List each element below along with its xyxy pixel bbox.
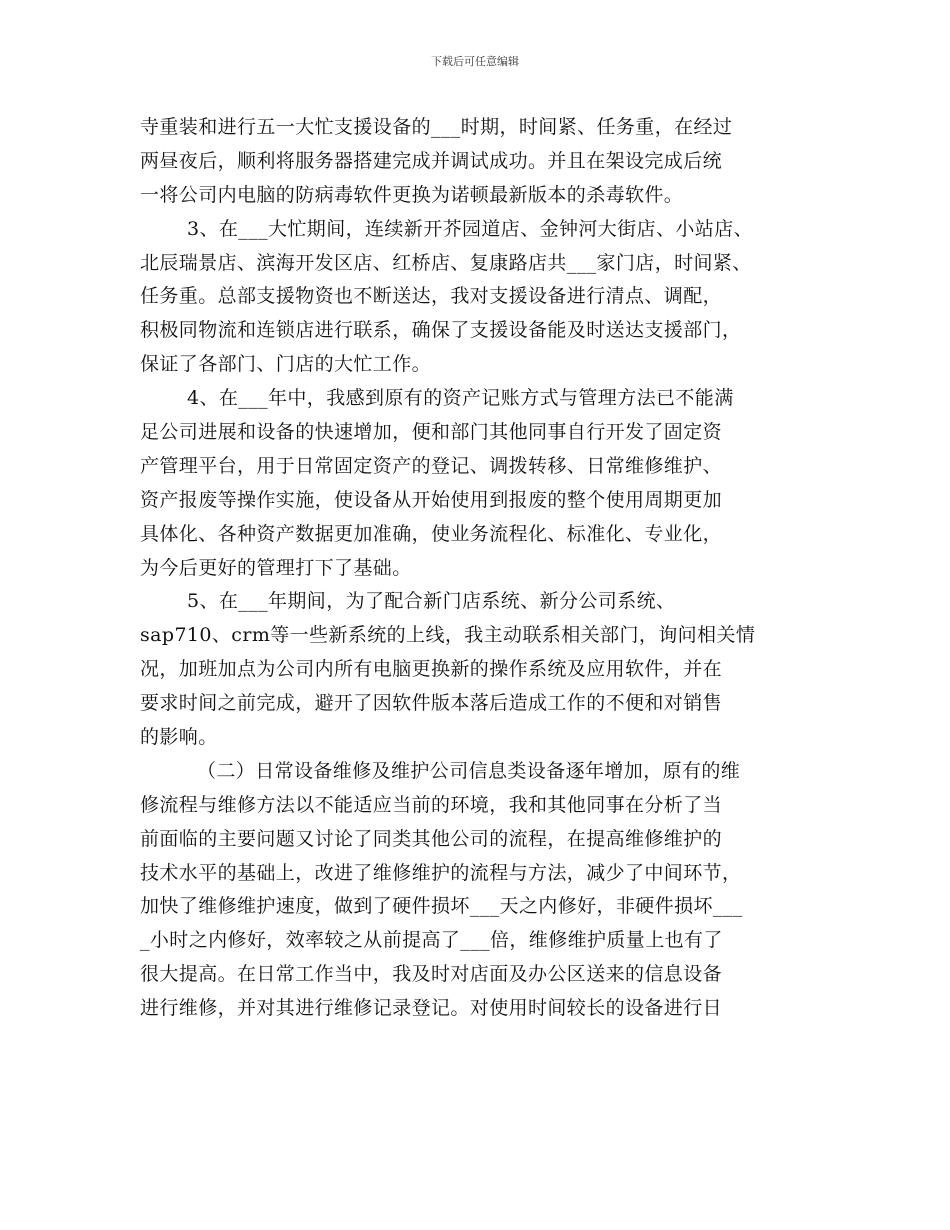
text-line: 为今后更好的管理打下了基础。 [140, 556, 412, 579]
text-line: （二）日常设备维修及维护公司信息类设备逐年增加，原有的维 [197, 759, 741, 782]
text-line: 保证了各部门、门店的大忙工作。 [140, 353, 432, 376]
text-line: 具体化、各种资产数据更加准确，使业务流程化、标准化、专业化， [140, 522, 723, 545]
text-line: 两昼夜后，顺利将服务器搭建完成并调试成功。并且在架设完成后统 [140, 149, 723, 172]
text-line: 要求时间之前完成，避开了因软件版本落后造成工作的不便和对销售 [140, 692, 723, 715]
text-line: 积极同物流和连锁店进行联系，确保了支援设备能及时送达支援部门， [140, 319, 742, 342]
page-header: 下载后可任意编辑 [431, 55, 519, 68]
text-line: 5、在___年期间，为了配合新门店系统、新分公司系统、 [187, 590, 676, 613]
text-line: 足公司进展和设备的快速增加，便和部门其他同事自行开发了固定资 [140, 421, 723, 444]
text-line: 技术水平的基础上，改进了维修维护的流程与方法，减少了中间环节， [140, 861, 742, 884]
document-body [140, 111, 830, 1026]
text-line: 的影响。 [140, 726, 218, 749]
text-line: sap710、crm等一些新系统的上线，我主动联系相关部门，询问相关情 [140, 624, 756, 647]
text-line: 况，加班加点为公司内所有电脑更换新的操作系统及应用软件，并在 [140, 658, 723, 681]
text-line: 一将公司内电脑的防病毒软件更换为诺顿最新版本的杀毒软件。 [140, 183, 684, 206]
text-line: 北辰瑞景店、滨海开发区店、红桥店、复康路店共___家门店，时间紧、 [140, 251, 752, 274]
text-line: 3、在___大忙期间，连续新开芥园道店、金钟河大街店、小站店、 [187, 217, 753, 240]
text-line: 进行维修，并对其进行维修记录登记。对使用时间较长的设备进行日 [140, 997, 723, 1020]
text-line: 前面临的主要问题又讨论了同类其他公司的流程，在提高维修维护的 [140, 827, 723, 850]
text-line: 修流程与维修方法以不能适应当前的环境，我和其他同事在分析了当 [140, 793, 723, 816]
text-line: 加快了维修维护速度，做到了硬件损坏___天之内修好，非硬件损坏___ [140, 895, 743, 918]
text-line: 4、在___年中，我感到原有的资产记账方式与管理方法已不能满 [187, 387, 734, 410]
text-line: _小时之内修好，效率较之从前提高了___倍，维修维护质量上也有了 [140, 929, 723, 952]
text-line: 任务重。总部支援物资也不断送达，我对支援设备进行清点、调配， [140, 285, 723, 308]
text-line: 寺重装和进行五一大忙支援设备的___时期，时间紧、任务重，在经过 [140, 116, 733, 138]
text-line: 很大提高。在日常工作当中，我及时对店面及办公区送来的信息设备 [140, 963, 723, 986]
text-line: 资产报废等操作实施，使设备从开始使用到报废的整个使用周期更加 [140, 488, 723, 511]
text-line: 产管理平台，用于日常固定资产的登记、调拨转移、日常维修维护、 [140, 454, 723, 477]
